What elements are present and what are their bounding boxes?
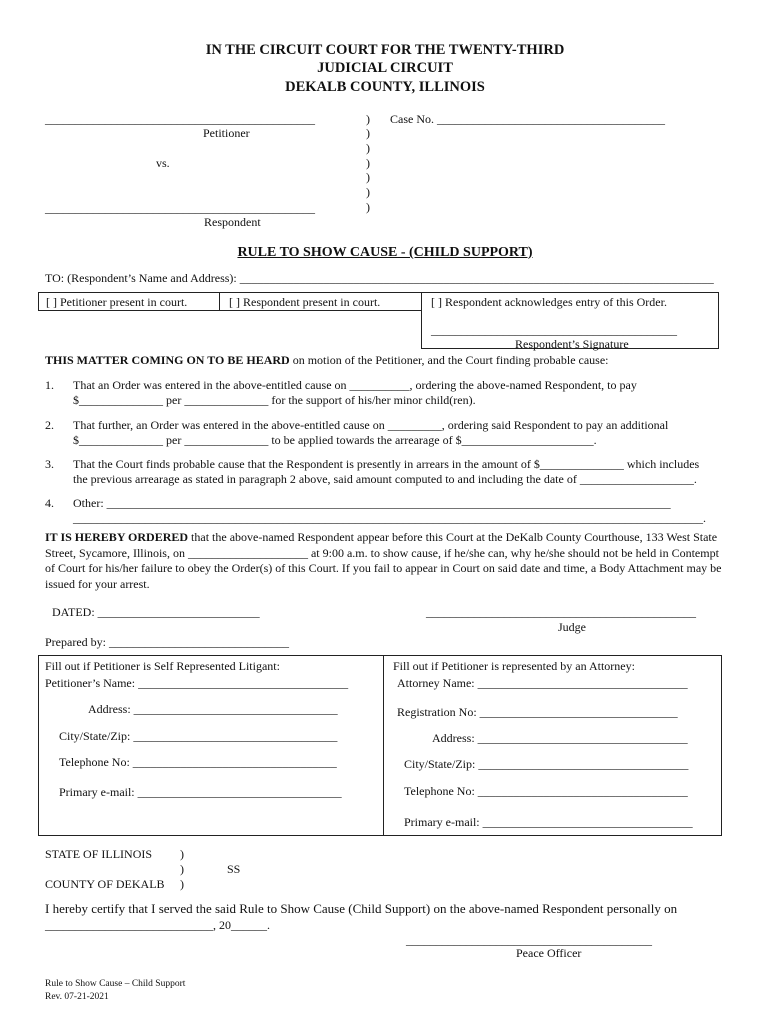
peace-officer-signature-line[interactable]: _________________________________________ <box>406 933 652 947</box>
attorney-phone-field[interactable]: Telephone No: ___________________________________ <box>404 784 688 798</box>
ss-label: SS <box>227 862 241 876</box>
caption-paren: ) <box>366 126 370 140</box>
respondent-ack-cell <box>421 292 719 349</box>
attorney-city-field[interactable]: City/State/Zip: ___________________________________ <box>404 757 689 771</box>
state-paren: ) <box>180 847 184 861</box>
respondent-label: Respondent <box>204 215 261 229</box>
self-rep-heading: Fill out if Petitioner is Self Represented Litigant: <box>45 659 280 673</box>
respondent-signature-line[interactable]: _________________________________________ <box>431 323 677 337</box>
item-1-line2[interactable]: $______________ per ______________ for the support of his/her minor child(ren). <box>73 393 476 407</box>
registration-number-field[interactable]: Registration No: _________________________________ <box>397 705 678 719</box>
prepared-by-field[interactable]: Prepared by: ______________________________ <box>45 635 289 649</box>
respondent-present-cell <box>219 292 422 311</box>
court-name-line1: IN THE CIRCUIT COURT FOR THE TWENTY-THIRD <box>205 42 565 58</box>
petitioner-city-field[interactable]: City/State/Zip: __________________________________ <box>59 729 338 743</box>
footer-revision: Rev. 07-21-2021 <box>45 992 109 1002</box>
caption-paren: ) <box>366 185 370 199</box>
state-paren: ) <box>180 877 184 891</box>
attorney-heading: Fill out if Petitioner is represented by an Attorney: <box>393 659 635 673</box>
caption-paren: ) <box>366 141 370 155</box>
self-represented-section <box>38 655 384 836</box>
caption-paren: ) <box>366 112 370 126</box>
petitioner-email-field[interactable]: Primary e-mail: __________________________________ <box>59 785 342 799</box>
dated-field[interactable]: DATED: ___________________________ <box>52 605 260 619</box>
item-2-line2[interactable]: $______________ per ______________ to be applied towards the arrearage of $______________________. <box>73 433 597 447</box>
attorney-address-field[interactable]: Address: ___________________________________ <box>432 731 688 745</box>
order-bold: IT IS HEREBY ORDERED <box>45 530 189 544</box>
respondent-ack-checkbox[interactable]: [ ] Respondent acknowledges entry of this Order. <box>431 295 667 309</box>
respondent-signature-label: Respondent’s Signature <box>515 337 629 351</box>
attorney-section <box>383 655 722 836</box>
case-number-field[interactable]: Case No. ______________________________________ <box>390 112 665 126</box>
matter-statement <box>45 353 609 367</box>
petitioner-phone-field[interactable]: Telephone No: __________________________________ <box>59 755 337 769</box>
attorney-email-field[interactable]: Primary e-mail: ___________________________________ <box>404 815 693 829</box>
item-number: 3. <box>45 457 54 471</box>
judge-label: Judge <box>558 620 586 634</box>
state-label: STATE OF ILLINOIS <box>45 847 153 861</box>
item-number: 2. <box>45 418 54 432</box>
item-number: 4. <box>45 496 54 510</box>
order-text: that the above-named Respondent appear before this Court at the DeKalb County Courthouse, 133 West State Street, Sycamore, Illinois, on ____________________ at 9:00 a.m. to show cause, if he/she can, why he/she should not be held in Contempt of Court for his/her failure to obey the Order(s) of this Court. If you fail to appear in Court on said date and time, a Body Attachment may be issued for your arrest. <box>45 530 722 591</box>
matter-rest: on motion of the Petitioner, and the Court finding probable cause: <box>289 353 609 367</box>
item-4-line1[interactable]: Other: ______________________________________________________________________________________________ <box>73 496 671 510</box>
order-paragraph <box>45 530 725 592</box>
caption-paren: ) <box>366 200 370 214</box>
respondent-blank[interactable]: _____________________________________________ <box>45 201 315 215</box>
attorney-name-field[interactable]: Attorney Name: ___________________________________ <box>397 676 688 690</box>
item-1-line1[interactable]: That an Order was entered in the above-entitled cause on __________, ordering the above-named Respondent, to pay <box>73 378 637 392</box>
item-4-line2[interactable]: _________________________________________________________________________________________________________. <box>73 511 706 525</box>
judge-signature-line[interactable]: _____________________________________________ <box>426 605 696 619</box>
matter-bold: THIS MATTER COMING ON TO BE HEARD <box>45 353 290 367</box>
item-3-line1[interactable]: That the Court finds probable cause that the Respondent is presently in arrears in the amount of $______________ which includes <box>73 457 700 471</box>
item-3-line2[interactable]: the previous arrearage as stated in paragraph 2 above, said amount computed to and including the date of ___________________. <box>73 472 697 486</box>
caption-paren: ) <box>366 170 370 184</box>
document-title: RULE TO SHOW CAUSE - (CHILD SUPPORT) <box>237 245 533 260</box>
petitioner-blank[interactable]: _____________________________________________ <box>45 112 315 126</box>
petitioner-name-field[interactable]: Petitioner’s Name: ___________________________________ <box>45 676 349 690</box>
state-paren: ) <box>180 862 184 876</box>
court-name-line2: JUDICIAL CIRCUIT <box>317 60 453 76</box>
peace-officer-label: Peace Officer <box>516 946 582 960</box>
versus-label: vs. <box>156 156 170 170</box>
service-date-field[interactable]: ____________________________, 20______. <box>45 918 270 932</box>
caption-paren: ) <box>366 156 370 170</box>
item-2-line1[interactable]: That further, an Order was entered in the above-entitled cause on _________, ordering said Respondent to pay an additional <box>73 418 669 432</box>
respondent-present-checkbox[interactable]: [ ] Respondent present in court. <box>229 295 381 309</box>
petitioner-present-checkbox[interactable]: [ ] Petitioner present in court. <box>46 295 188 309</box>
county-label: COUNTY OF DEKALB <box>45 877 165 891</box>
respondent-name-address-field[interactable]: TO: (Respondent’s Name and Address): _______________________________________________________________________________ <box>45 271 714 285</box>
petitioner-present-cell <box>38 292 220 311</box>
petitioner-label: Petitioner <box>203 126 250 140</box>
certification-text: I hereby certify that I served the said Rule to Show Cause (Child Support) on the above-named Respondent personally on <box>45 901 678 916</box>
court-county: DEKALB COUNTY, ILLINOIS <box>285 79 485 95</box>
item-number: 1. <box>45 378 54 392</box>
petitioner-address-field[interactable]: Address: __________________________________ <box>88 702 338 716</box>
footer-form-name: Rule to Show Cause – Child Support <box>45 979 186 989</box>
